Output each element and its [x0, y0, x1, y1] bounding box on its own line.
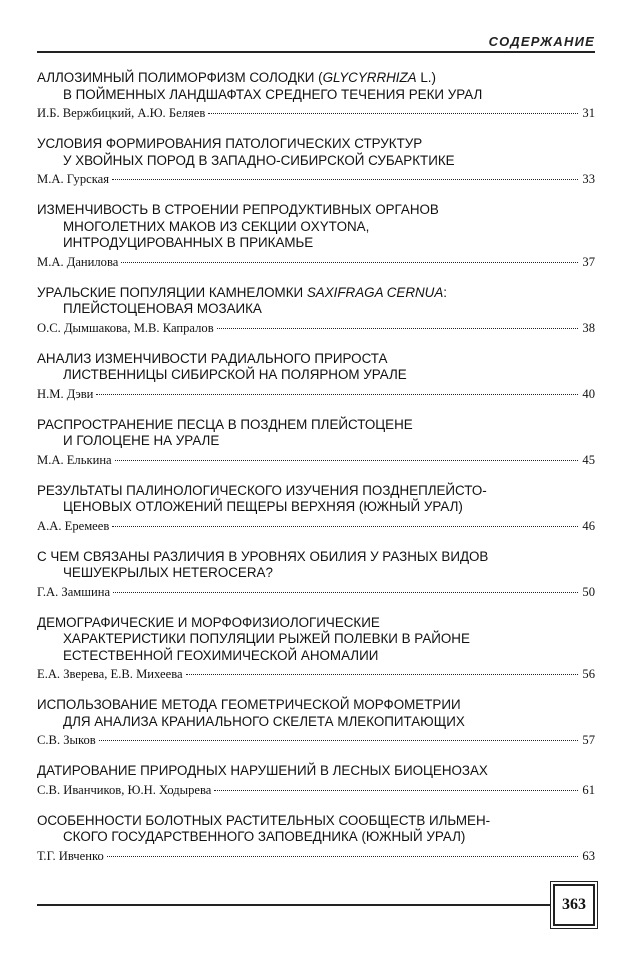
- entry-title-line: ЕСТЕСТВЕННОЙ ГЕОХИМИЧЕСКОЙ АНОМАЛИИ: [63, 647, 379, 663]
- entry-page-number: 57: [582, 733, 595, 747]
- entry-title-line: ДАТИРОВАНИЕ ПРИРОДНЫХ НАРУШЕНИЙ В ЛЕСНЫХ БИОЦЕНОЗАХ: [37, 763, 488, 778]
- dot-leader: [96, 394, 578, 395]
- page-footer: [37, 878, 595, 938]
- entry-title-line: В ПОЙМЕННЫХ ЛАНДШАФТАХ СРЕДНЕГО ТЕЧЕНИЯ РЕКИ УРАЛ: [63, 86, 483, 102]
- entry-title: [37, 70, 595, 103]
- entry-title: [37, 549, 595, 582]
- entry-title-line: ЧЕШУЕКРЫЛЫХ HETEROCERA?: [63, 565, 273, 580]
- entry-title-line: ХАРАКТЕРИСТИКИ ПОПУЛЯЦИИ РЫЖЕЙ ПОЛЕВКИ В РАЙОНЕ: [63, 631, 470, 646]
- entry-page-number: 38: [582, 320, 595, 335]
- entry-page-number: 31: [582, 106, 595, 120]
- entry-page-number: 37: [582, 254, 595, 269]
- dot-leader: [99, 740, 578, 741]
- entry-title-line: ЦЕНОВЫХ ОТЛОЖЕНИЙ ПЕЩЕРЫ ВЕРХНЯЯ (ЮЖНЫЙ УРАЛ): [63, 499, 463, 514]
- entry-authors-row: [37, 666, 595, 682]
- dot-leader: [208, 113, 578, 114]
- entry-title-line: ЛИСТВЕННИЦЫ СИБИРСКОЙ НА ПОЛЯРНОМ УРАЛЕ: [63, 367, 407, 382]
- toc-entry: [37, 763, 595, 798]
- entry-title: [37, 202, 595, 252]
- entry-title-line: РЕЗУЛЬТАТЫ ПАЛИНОЛОГИЧЕСКОГО ИЗУЧЕНИЯ ПОЗДНЕПЛЕЙСТО-: [37, 482, 487, 498]
- entry-page-number: 45: [582, 452, 595, 467]
- entry-title-line: У ХВОЙНЫХ ПОРОД В ЗАПАДНО-СИБИРСКОЙ СУБАРКТИКЕ: [63, 152, 455, 168]
- entry-title-line: ИЗМЕНЧИВОСТЬ В СТРОЕНИИ РЕПРОДУКТИВНЫХ ОРГАНОВ: [37, 202, 439, 217]
- entry-page-number: 50: [582, 584, 595, 599]
- entry-authors-row: [37, 518, 595, 534]
- entry-title-line: ИСПОЛЬЗОВАНИЕ МЕТОДА ГЕОМЕТРИЧЕСКОЙ МОРФОМЕТРИИ: [37, 697, 461, 712]
- entry-authors: Е.А. Зверева, Е.В. Михеева: [37, 667, 183, 681]
- entry-title-line: ДЕМОГРАФИЧЕСКИЕ И МОРФОФИЗИОЛОГИЧЕСКИЕ: [37, 614, 380, 630]
- entry-title: [37, 351, 595, 384]
- toc-entry: [37, 615, 595, 683]
- toc-entry: [37, 136, 595, 187]
- dot-leader: [214, 790, 578, 791]
- toc-entry: [37, 813, 595, 864]
- entry-authors-row: [37, 452, 595, 468]
- entry-title-line: УСЛОВИЯ ФОРМИРОВАНИЯ ПАТОЛОГИЧЕСКИХ СТРУКТУР: [37, 136, 423, 151]
- section-title: СОДЕРЖАНИЕ: [488, 34, 595, 49]
- toc-entry: [37, 549, 595, 600]
- entry-title-line: С ЧЕМ СВЯЗАНЫ РАЗЛИЧИЯ В УРОВНЯХ ОБИЛИЯ У РАЗНЫХ ВИДОВ: [37, 548, 489, 564]
- dot-leader: [112, 179, 578, 180]
- entry-authors-row: [37, 386, 595, 402]
- entry-authors-row: [37, 171, 595, 187]
- toc-entry: [37, 285, 595, 336]
- entry-title: [37, 813, 595, 846]
- entry-page-number: 56: [582, 667, 595, 681]
- entry-title-line: РАСПРОСТРАНЕНИЕ ПЕСЦА В ПОЗДНЕМ ПЛЕЙСТОЦЕНЕ: [37, 416, 413, 432]
- entry-title: [37, 615, 595, 665]
- dot-leader: [112, 526, 578, 527]
- entry-authors: Г.А. Замшина: [37, 584, 111, 599]
- dot-leader: [113, 592, 578, 593]
- dot-leader: [107, 856, 578, 857]
- entry-title-line: ОСОБЕННОСТИ БОЛОТНЫХ РАСТИТЕЛЬНЫХ СООБЩЕСТВ ИЛЬМЕН-: [37, 812, 491, 828]
- entry-page-number: 40: [582, 386, 595, 401]
- page-number: 363: [553, 884, 595, 926]
- dot-leader: [121, 262, 578, 263]
- entry-authors: С.В. Зыков: [37, 733, 96, 747]
- header-rule: [37, 51, 595, 53]
- entry-title-line: СКОГО ГОСУДАРСТВЕННОГО ЗАПОВЕДНИКА (ЮЖНЫЙ УРАЛ): [63, 829, 466, 844]
- entry-authors-row: [37, 848, 595, 864]
- entry-title-line: ПЛЕЙСТОЦЕНОВАЯ МОЗАИКА: [63, 301, 262, 316]
- entry-title-line: ИНТРОДУЦИРОВАННЫХ В ПРИКАМЬЕ: [63, 235, 314, 250]
- entry-title-line: ДЛЯ АНАЛИЗА КРАНИАЛЬНОГО СКЕЛЕТА МЛЕКОПИТАЮЩИХ: [63, 713, 465, 729]
- entry-authors: И.Б. Вержбицкий, А.Ю. Беляев: [37, 106, 206, 120]
- entry-authors: М.А. Данилова: [37, 254, 119, 269]
- entry-title: [37, 763, 595, 780]
- entry-authors: Н.М. Дэви: [37, 386, 94, 401]
- entry-authors-row: [37, 105, 595, 121]
- toc-entry: [37, 70, 595, 121]
- dot-leader: [217, 328, 578, 329]
- footer-rule: [37, 904, 551, 906]
- toc-entry: [37, 202, 595, 270]
- table-of-contents: [37, 70, 595, 879]
- entry-title: [37, 417, 595, 450]
- entry-title-line: МНОГОЛЕТНИХ МАКОВ ИЗ СЕКЦИИ OXYTONA,: [63, 218, 370, 234]
- entry-page-number: 33: [582, 172, 595, 186]
- entry-page-number: 63: [582, 848, 595, 863]
- entry-title-line: И ГОЛОЦЕНЕ НА УРАЛЕ: [63, 433, 220, 448]
- toc-entry: [37, 351, 595, 402]
- entry-title-line: АНАЛИЗ ИЗМЕНЧИВОСТИ РАДИАЛЬНОГО ПРИРОСТА: [37, 350, 388, 366]
- entry-authors: О.С. Дымшакова, М.В. Капралов: [37, 320, 214, 335]
- entry-title: [37, 285, 595, 318]
- entry-title-line: АЛЛОЗИМНЫЙ ПОЛИМОРФИЗМ СОЛОДКИ (GLYCYRRHIZA L.): [37, 70, 436, 85]
- toc-entry: [37, 697, 595, 748]
- entry-authors-row: [37, 320, 595, 336]
- entry-title: [37, 697, 595, 730]
- entry-page-number: 46: [582, 518, 595, 533]
- entry-authors: М.А. Елькина: [37, 452, 112, 467]
- toc-entry: [37, 417, 595, 468]
- toc-entry: [37, 483, 595, 534]
- entry-authors-row: [37, 254, 595, 270]
- entry-authors-row: [37, 584, 595, 600]
- entry-authors: С.В. Иванчиков, Ю.Н. Ходырева: [37, 782, 212, 797]
- entry-title: [37, 136, 595, 169]
- entry-authors: А.А. Еремеев: [37, 518, 110, 533]
- dot-leader: [115, 460, 578, 461]
- entry-authors: М.А. Гурская: [37, 172, 110, 186]
- running-header: [37, 30, 595, 54]
- entry-authors: Т.Г. Ивченко: [37, 848, 104, 863]
- entry-title-line: УРАЛЬСКИЕ ПОПУЛЯЦИИ КАМНЕЛОМКИ SAXIFRAGA CERNUA:: [37, 284, 448, 300]
- entry-authors-row: [37, 782, 595, 798]
- entry-title: [37, 483, 595, 516]
- dot-leader: [186, 674, 578, 675]
- entry-authors-row: [37, 732, 595, 748]
- entry-page-number: 61: [582, 782, 595, 797]
